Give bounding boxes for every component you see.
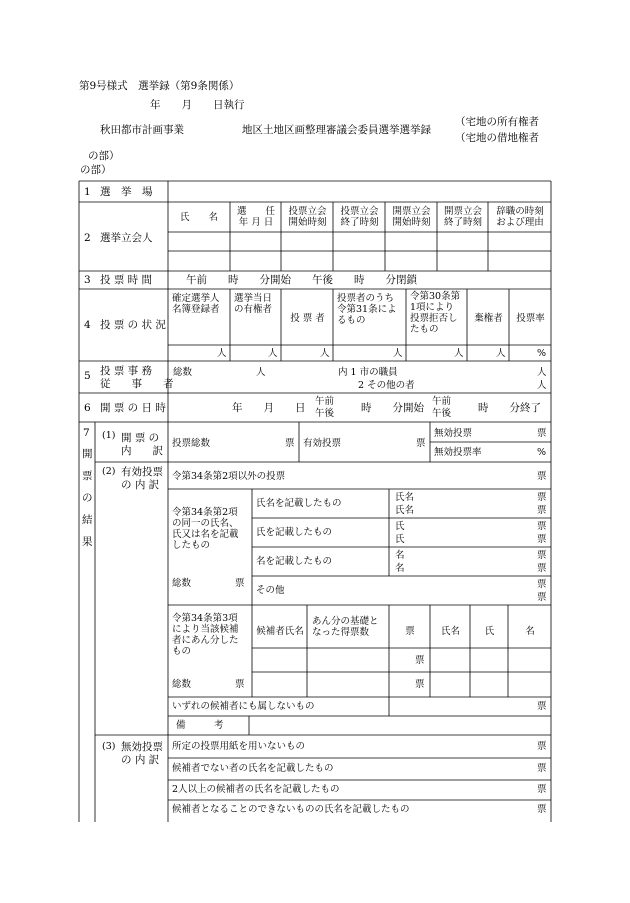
vertical-char-3: の	[82, 492, 93, 504]
non-art34-2-unit: 票	[537, 471, 547, 482]
full-name-unit-1: 票	[537, 492, 547, 503]
other-label: その他	[256, 585, 285, 596]
count-end-time: 時 分終了	[478, 402, 541, 414]
row6-number: 6	[84, 402, 91, 414]
row1-number: 1	[84, 186, 91, 198]
row5-label-a: 投 票 事 務	[100, 365, 153, 377]
remarks-label: 備 考	[176, 720, 224, 731]
col-appointed-date: 選 任 年 月 日	[236, 206, 275, 228]
part-label-1: の部）	[88, 150, 120, 162]
col-registered-electors: 確定選挙人 名簿登録者	[172, 293, 220, 315]
col-voters: 投 票 者	[290, 313, 325, 324]
row2-label: 選挙立会人	[100, 232, 153, 244]
sec3-number: (3)	[102, 741, 116, 752]
count-start-time: 時 分開始	[361, 402, 424, 414]
same-name-category: 令第34条第2項 の同一の氏名、 氏又は名を記載 したもの	[172, 507, 239, 551]
invalid-item-3-unit: 票	[537, 784, 547, 795]
row6-label: 開 票 の 日 時	[100, 402, 166, 414]
sec1-label-b: 内 訳	[121, 445, 163, 457]
full-name-slot-1: 氏名	[395, 492, 415, 503]
staff-others-unit: 人	[537, 380, 547, 391]
given-name-slot-1: 名	[395, 550, 405, 561]
unit-refused: 人	[454, 348, 464, 359]
committee-title: 地区土地区画整理審議会委員選挙選挙録	[242, 124, 431, 136]
given-name-unit-2: 票	[537, 563, 547, 574]
surname-unit-2: 票	[537, 534, 547, 545]
vertical-char-2: 票	[82, 470, 93, 482]
row4-label: 投 票 の 状 況	[100, 319, 166, 331]
sec1-label-a: 開 票 の	[121, 432, 160, 444]
staff-city-unit: 人	[537, 367, 547, 378]
row1-label: 選 挙 場	[100, 186, 153, 198]
total-votes-unit: 票	[285, 438, 295, 449]
row2-number: 2	[84, 232, 91, 244]
invalid-rate-label: 無効投票率	[434, 447, 482, 458]
none-belong-label: いずれの候補者にも属しないもの	[172, 701, 315, 712]
vertical-char-5: 果	[82, 536, 93, 548]
apportion-fullname-header: 氏名	[440, 626, 460, 637]
full-name-label: 氏名を記載したもの	[256, 498, 342, 509]
sec3-label-a: 無効投票	[121, 741, 163, 753]
art34-3-total-label: 総数	[172, 679, 192, 690]
unit-abstained: 人	[496, 348, 506, 359]
unit-registered: 人	[217, 348, 227, 359]
full-name-unit-2: 票	[537, 505, 547, 516]
full-name-slot-2: 氏名	[395, 505, 415, 516]
invalid-item-2-unit: 票	[537, 763, 547, 774]
sec3-label-b: の 内 訳	[121, 754, 160, 766]
part-label-2: の部）	[80, 164, 112, 176]
none-belong-unit: 票	[537, 701, 547, 712]
given-name-unit-1: 票	[537, 550, 547, 561]
col-abstained: 棄権者	[474, 313, 503, 324]
given-name-label: 名を記載したもの	[256, 556, 333, 567]
surname-slot-2: 氏	[395, 534, 405, 545]
staff-total-label: 総数	[173, 367, 193, 378]
row3-label: 投 票 時 間	[100, 274, 153, 286]
invalid-item-4: 候補者となることのできないものの氏名を記載したもの	[172, 804, 410, 815]
staff-others: 2 その他の者	[358, 380, 415, 391]
invalid-item-4-unit: 票	[537, 804, 547, 815]
voting-hours: 午前 時 分開始 午後 時 分閉鎖	[186, 274, 417, 286]
col-eligible-voters: 選挙当日 の有権者	[234, 293, 273, 315]
staff-total-unit: 人	[256, 367, 266, 378]
apportion-surname-header: 氏	[484, 626, 495, 637]
col-name: 氏 名	[179, 212, 218, 223]
staff-city-employees: 内 1 市の職員	[338, 367, 398, 378]
candidate-name-header: 候補者氏名	[256, 626, 304, 637]
invalid-item-2: 候補者でない者の氏名を記載したもの	[172, 763, 334, 774]
other-unit-1: 票	[537, 579, 547, 590]
col-resignation: 辞職の時刻 および理由	[496, 206, 544, 228]
unit-turnout: %	[537, 348, 547, 359]
surname-label: 氏を記載したもの	[256, 527, 333, 538]
count-start-pm: 午後	[315, 408, 335, 419]
unit-eligible: 人	[268, 348, 278, 359]
vertical-char-1: 開	[82, 448, 93, 460]
project-name: 秋田都市計画事業	[100, 124, 184, 136]
same-name-total-unit: 票	[235, 578, 245, 589]
row7-number: 7	[83, 427, 90, 439]
unit-voters: 人	[320, 348, 330, 359]
apportion-total-unit: 票	[415, 679, 425, 690]
invalid-rate-unit: %	[537, 447, 547, 458]
sec2-label-a: 有効投票	[121, 466, 163, 478]
count-date: 年 月 日	[232, 402, 306, 414]
row5-label-b: 従 事 者	[100, 378, 174, 390]
execution-date: 年 月 日執行	[150, 99, 245, 111]
apportion-vote-unit-header: 票	[405, 626, 415, 637]
col-vote-witness-start: 投票立会 開始時刻	[288, 206, 327, 228]
apportion-basis-header: あん分の基礎と なった得票数	[312, 616, 379, 638]
invalid-votes-unit: 票	[537, 428, 547, 439]
col-count-witness-start: 開票立会 開始時刻	[392, 206, 431, 228]
col-count-witness-end: 開票立会 終了時刻	[443, 206, 482, 228]
row3-number: 3	[84, 274, 91, 286]
surname-slot-1: 氏	[395, 521, 405, 532]
col-turnout: 投票率	[516, 313, 545, 324]
vertical-char-4: 結	[82, 514, 93, 526]
surname-unit-1: 票	[537, 521, 547, 532]
invalid-item-3: 2人以上の候補者の氏名を記載したもの	[172, 784, 340, 795]
same-name-total-label: 総数	[172, 578, 192, 589]
unit-art31: 人	[393, 348, 403, 359]
valid-votes-label: 有効投票	[303, 438, 342, 449]
total-votes-label: 投票総数	[172, 438, 211, 449]
col-vote-witness-end: 投票立会 終了時刻	[340, 206, 379, 228]
row5-number: 5	[84, 370, 91, 382]
count-start-am: 午前	[315, 396, 335, 407]
row4-number: 4	[84, 319, 91, 331]
non-art34-2-votes: 令第34条第2項以外の投票	[172, 471, 286, 482]
art34-3-category: 令第34条第3項 により当該候補 者にあん分した もの	[172, 613, 239, 657]
sec1-number: (1)	[102, 430, 116, 441]
col-refused: 令第30条第 1項により 投票拒否し たもの	[410, 291, 461, 335]
lessee-part: （宅地の借地権者	[455, 132, 539, 144]
sec2-number: (2)	[102, 466, 116, 477]
col-art31-voters: 投票者のうち 令第31条によ るもの	[337, 293, 397, 326]
count-end-am: 午前	[432, 396, 452, 407]
art34-3-total-unit: 票	[235, 679, 245, 690]
other-unit-2: 票	[537, 592, 547, 603]
apportion-givenname-header: 名	[525, 626, 535, 637]
owner-part: （宅地の所有権者	[455, 116, 539, 128]
invalid-votes-label: 無効投票	[434, 428, 473, 439]
apportion-vote-unit: 票	[415, 655, 425, 666]
invalid-item-1: 所定の投票用紙を用いないもの	[172, 741, 306, 752]
valid-votes-unit: 票	[416, 438, 426, 449]
count-end-pm: 午後	[432, 408, 452, 419]
sec2-label-b: の 内 訳	[121, 479, 160, 491]
form-title: 第9号様式 選挙録（第9条関係）	[79, 80, 240, 92]
given-name-slot-2: 名	[395, 563, 405, 574]
invalid-item-1-unit: 票	[537, 741, 547, 752]
